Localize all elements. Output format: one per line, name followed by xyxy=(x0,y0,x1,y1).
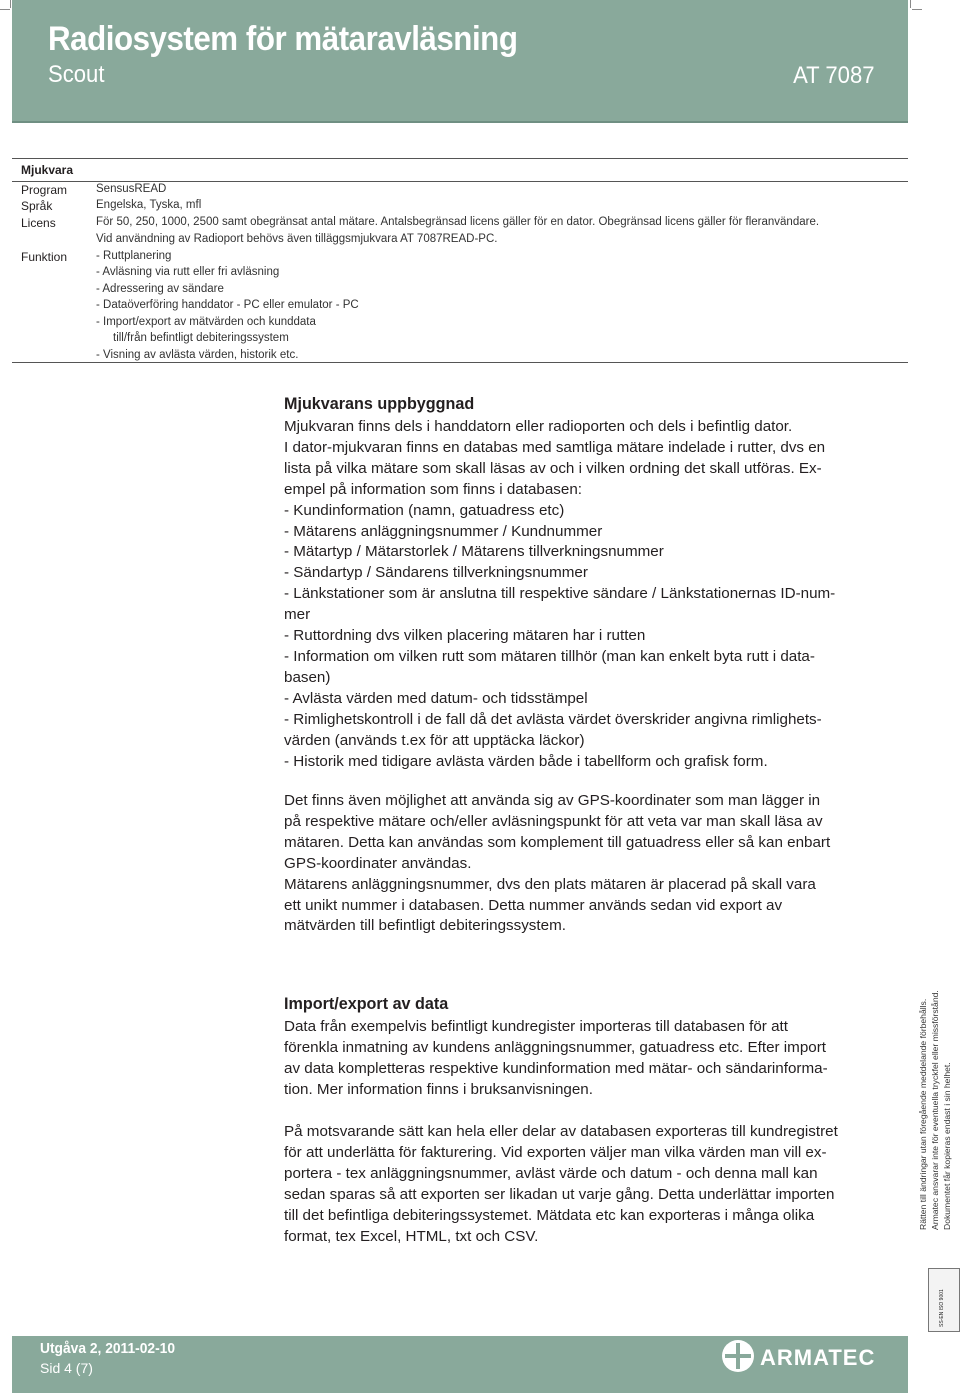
spec-table xyxy=(12,158,908,363)
header-divider xyxy=(12,121,908,123)
text-line: I dator-mjukvaran finns en databas med samtliga mätare indelade i rutter, dvs en xyxy=(284,438,826,456)
text-line: värden (används t.ex för att upptäcka läckor) xyxy=(284,731,585,749)
text-line: förenkla inmatning av kundens anläggningsnummer, gatuadress etc. Efter import xyxy=(284,1038,826,1056)
header-banner xyxy=(12,0,908,121)
page-title: Radiosystem för mätaravläsning xyxy=(48,20,518,58)
spec-value-function: - Adressering av sändare xyxy=(96,283,224,295)
page-subtitle: Scout xyxy=(48,61,105,88)
text-line: mätvärden till befintligt debiteringssystem. xyxy=(284,917,566,935)
disclaimer-line: Armatec ansvarar inte för eventuella tryckfel eller missförstånd. xyxy=(930,990,940,1230)
text-line: - Information om vilken rutt som mätaren tillhör (man kan enkelt byta rutt i data- xyxy=(284,647,815,665)
text-line: mer xyxy=(284,606,311,624)
text-line: - Ruttordning dvs vilken placering mätaren har i rutten xyxy=(284,627,646,645)
text-line: till det befintliga debiteringssystemet. Mätdata etc kan exporteras i många olika xyxy=(284,1206,815,1224)
software-structure-text xyxy=(284,417,910,772)
disclaimer-line: Rätten till ändringar utan föregående meddelande förbehålls. xyxy=(918,998,928,1230)
spec-heading: Mjukvara xyxy=(21,163,74,177)
spec-label-language: Språk xyxy=(21,199,53,213)
text-line: sedan sparas så att exporten ser likadan ut varje gång. Detta underlättar importen xyxy=(284,1185,835,1203)
text-line: - Historik med tidigare avlästa värden både i tabellform och grafisk form. xyxy=(284,752,768,770)
text-line: portera - tex anläggningsnummer, avläst värde och datum - och denna mall kan xyxy=(284,1164,818,1182)
text-line: - Mätartyp / Mätarstorlek / Mätarens tillverkningsnummer xyxy=(284,543,664,561)
text-line: basen) xyxy=(284,668,331,686)
text-line: På motsvarande sätt kan hela eller delar av databasen exporteras till kundregistret xyxy=(284,1123,838,1140)
text-line: Mjukvaran finns dels i handdatorn eller radioporten och dels i befintlig dator. xyxy=(284,418,793,435)
text-line: Data från exempelvis befintligt kundregister importeras till databasen för att xyxy=(284,1018,788,1035)
disclaimer-line: Dokumentet får kopieras endast i sin helhet. xyxy=(942,1062,952,1230)
section-title-software-structure: Mjukvarans uppbyggnad xyxy=(284,394,475,413)
export-text xyxy=(284,1122,910,1247)
footer-page-number: Sid 4 (7) xyxy=(40,1360,93,1376)
text-line: - Rimlighetskontroll i de fall då det avlästa värdet överskrider angivna rimlighets- xyxy=(284,710,822,728)
text-line: - Kundinformation (namn, gatuadress etc) xyxy=(284,501,565,519)
crop-mark xyxy=(912,9,922,10)
spec-value-function: till/från befintligt debiteringssystem xyxy=(113,332,289,344)
spec-table-body xyxy=(12,182,908,363)
cert-text: SS-EN ISO 9001 xyxy=(939,1289,945,1327)
text-line: tion. Mer information finns i bruksanvisningen. xyxy=(284,1080,593,1098)
spec-value-program: SensusREAD xyxy=(96,183,167,195)
armatec-logo-icon xyxy=(722,1340,754,1372)
import-text xyxy=(284,1017,910,1101)
text-line: - Sändartyp / Sändarens tillverkningsnummer xyxy=(284,564,588,582)
crop-mark xyxy=(10,0,11,8)
crop-mark xyxy=(0,9,10,10)
spec-label-function: Funktion xyxy=(21,250,68,264)
spec-label-program: Program xyxy=(21,183,68,197)
spec-value-function: - Visning av avlästa värden, historik etc. xyxy=(96,349,299,361)
gps-text xyxy=(284,791,910,937)
text-line: empel på information som finns i databasen: xyxy=(284,480,583,498)
armatec-logo-text: ARMATEC xyxy=(760,1345,876,1370)
text-line: av data kompletteras respektive kundinformation med mätar- och sändarinforma- xyxy=(284,1059,828,1077)
text-line: - Mätarens anläggningsnummer / Kundnummer xyxy=(284,522,603,540)
spec-value-function: - Avläsning via rutt eller fri avläsning xyxy=(96,266,280,278)
text-line: för att underlätta för fakturering. Vid exporten väljer man vilka värden man vill ex- xyxy=(284,1143,827,1161)
side-disclaimer xyxy=(918,990,960,1230)
spec-label-license: Licens xyxy=(21,216,56,230)
spec-value-function: - Ruttplanering xyxy=(96,250,172,262)
text-line: på respektive mätare och/eller avläsningspunkt för att veta var man skall läsa av xyxy=(284,812,823,830)
spec-value-language: Engelska, Tyska, mfl xyxy=(96,199,202,211)
crop-mark xyxy=(910,0,911,8)
text-line: GPS-koordinater användas. xyxy=(284,854,472,872)
text-line: mätaren. Detta kan användas som komplement till gatuadress eller så kan enbart xyxy=(284,833,831,851)
armatec-logo xyxy=(722,1340,902,1374)
spec-value-license: För 50, 250, 1000, 2500 samt obegränsat antal mätare. Antalsbegränsad licens gäller för en dator. Obegränsad licens gäller för fleranvändare. xyxy=(96,216,820,228)
spec-value-function: - Dataöverföring handdator - PC eller emulator - PC xyxy=(96,299,359,311)
spec-table-header xyxy=(12,158,908,182)
iso-certification-badge xyxy=(928,1268,960,1332)
footer-edition: Utgåva 2, 2011-02-10 xyxy=(40,1340,176,1357)
spec-value-function: - Import/export av mätvärden och kunddata xyxy=(96,316,316,328)
text-line: format, tex Excel, HTML, txt och CSV. xyxy=(284,1227,539,1245)
text-line: lista på vilka mätare som skall läsas av och i vilken ordning det skall utföras. Ex- xyxy=(284,459,822,477)
document-number: AT 7087 xyxy=(793,62,875,89)
section-title-import-export: Import/export av data xyxy=(284,994,449,1013)
text-line: - Länkstationer som är anslutna till respektive sändare / Länkstationernas ID-num- xyxy=(284,585,836,603)
text-line: Det finns även möjlighet att använda sig av GPS-koordinater som man lägger in xyxy=(284,792,821,809)
spec-value-license: Vid användning av Radioport behövs även tilläggsmjukvara AT 7087READ-PC. xyxy=(96,233,498,245)
text-line: Mätarens anläggningsnummer, dvs den plats mätaren är placerad på skall vara xyxy=(284,875,816,893)
text-line: ett unikt nummer i databasen. Detta nummer används sedan vid export av xyxy=(284,896,783,914)
text-line: - Avlästa värden med datum- och tidsstämpel xyxy=(284,689,588,707)
